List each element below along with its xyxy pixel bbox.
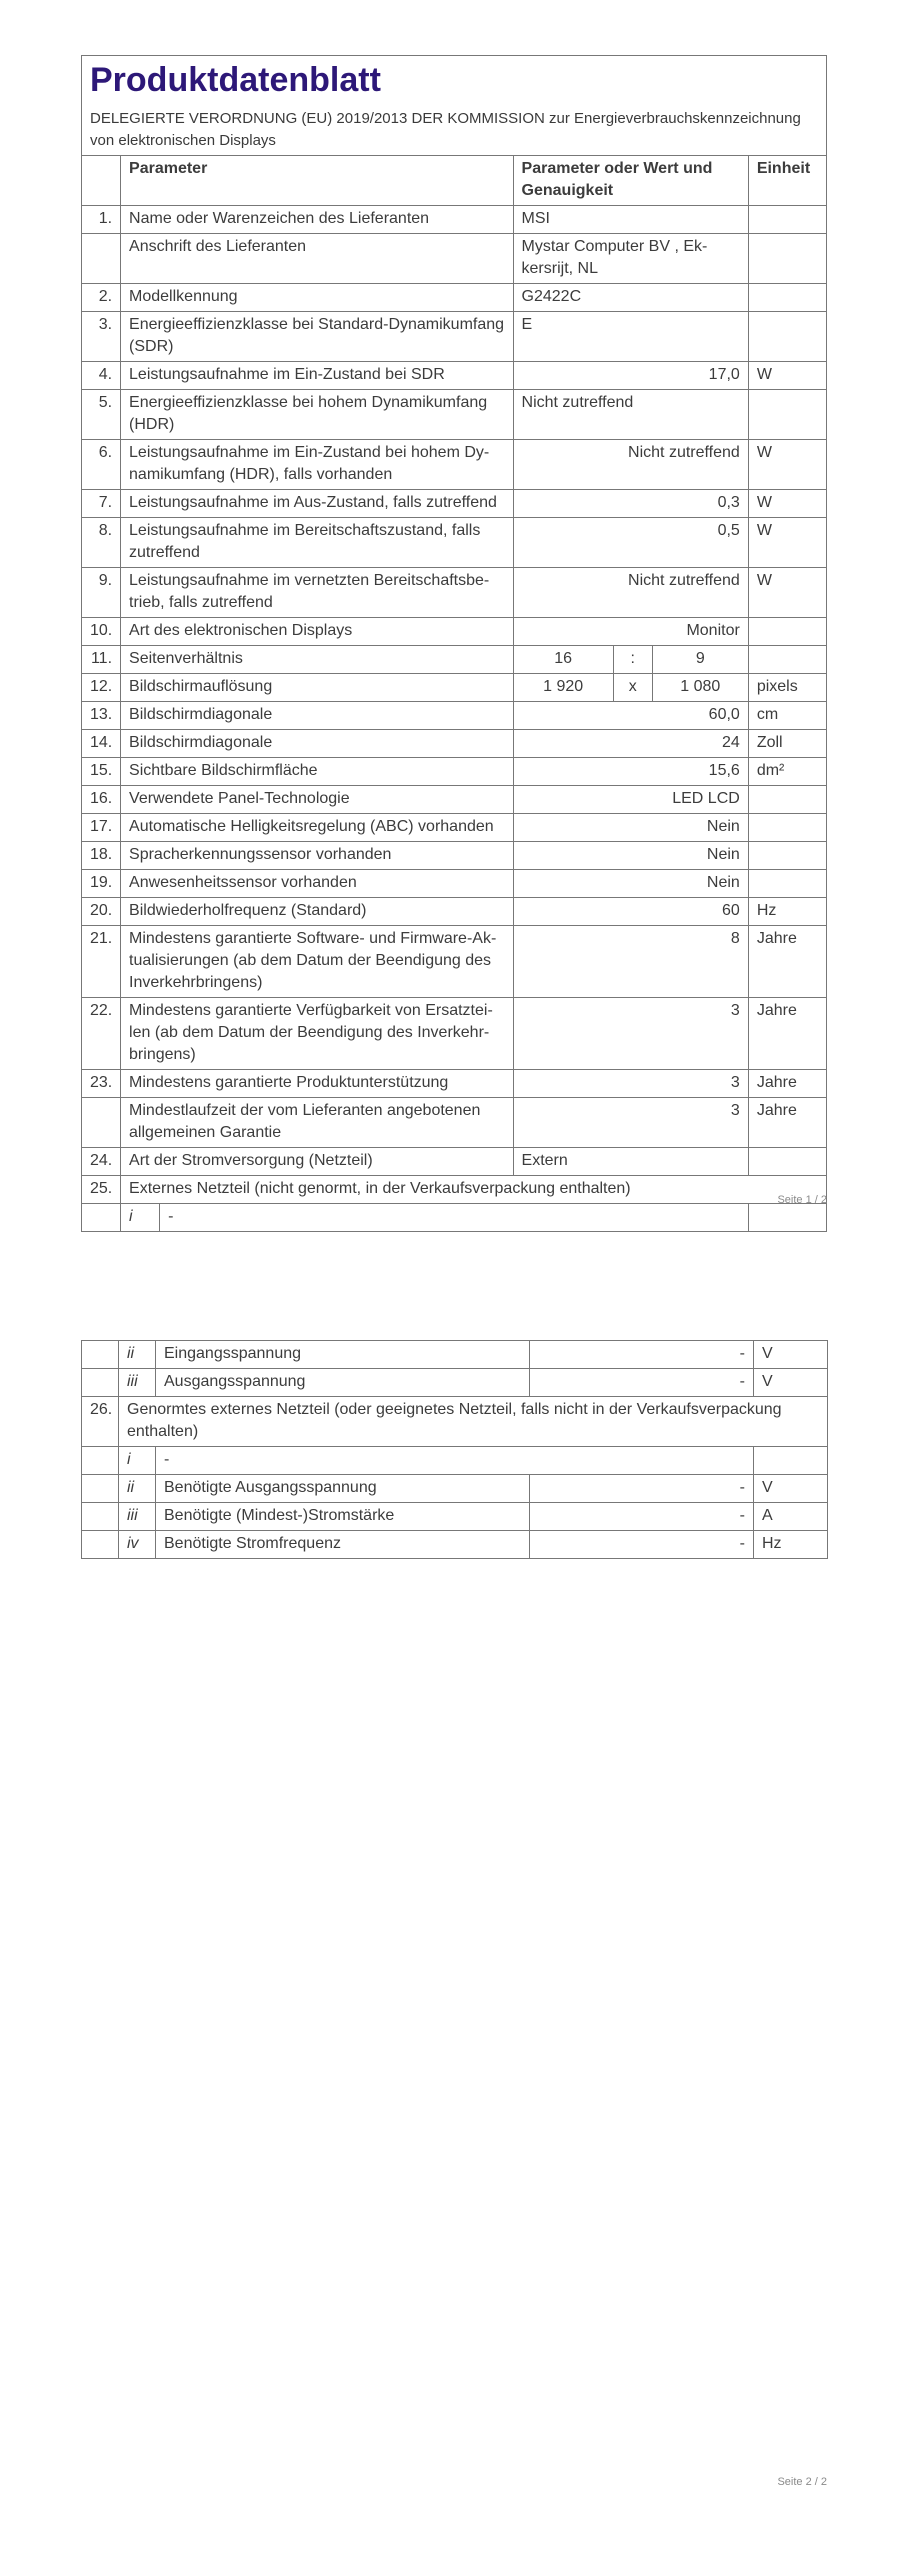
table-row: [82, 842, 827, 870]
table-row: [82, 786, 827, 814]
row-value: Nein: [513, 814, 748, 842]
row-label: Mindestlaufzeit der vom Lieferanten angebotenen allgemeinen Garantie: [121, 1098, 514, 1148]
table-row: [82, 730, 827, 758]
row-number: 2.: [82, 284, 121, 312]
row-unit: [754, 1447, 828, 1475]
row-label: Bildschirmauflösung: [121, 674, 514, 702]
table-subrow: [82, 1503, 828, 1531]
row-value: Nein: [513, 870, 748, 898]
row-value: -: [530, 1503, 754, 1531]
row-number: 16.: [82, 786, 121, 814]
row-number: [82, 1531, 119, 1559]
row-label: Bildschirmdiagonale: [121, 730, 514, 758]
row-value: 8: [513, 926, 748, 998]
row-number: 19.: [82, 870, 121, 898]
row-label: Mindestens garantierte Verfügbarkeit von Ersatztei-len (ab dem Datum der Beendigung des Inverkehr-bringens): [121, 998, 514, 1070]
row-number: 8.: [82, 518, 121, 568]
table-row: [82, 926, 827, 998]
row-unit: pixels: [748, 674, 826, 702]
title-row: [82, 56, 827, 156]
row-value: Nicht zutreffend: [513, 568, 748, 618]
row-value: -: [530, 1475, 754, 1503]
row-label: Bildschirmdiagonale: [121, 702, 514, 730]
row-number: 23.: [82, 1070, 121, 1098]
row-value: E: [513, 312, 748, 362]
row-label: Energieeffizienzklasse bei Standard-Dynamikumfang (SDR): [121, 312, 514, 362]
header-parameter: Parameter: [121, 156, 514, 206]
table-subrow: [82, 1475, 828, 1503]
row-unit: [748, 312, 826, 362]
row-unit: [748, 1148, 826, 1176]
row-unit: [748, 284, 826, 312]
row-value-part-1: 1 920: [513, 674, 613, 702]
row-label: Sichtbare Bildschirmfläche: [121, 758, 514, 786]
row-value-part-1: 16: [513, 646, 613, 674]
row-sub-index: iii: [119, 1369, 156, 1397]
table-row: [82, 646, 827, 674]
table-row: [82, 518, 827, 568]
table-row: [82, 390, 827, 440]
table-subrow: [82, 1369, 828, 1397]
table-row: [82, 998, 827, 1070]
row-unit: cm: [748, 702, 826, 730]
row-unit: dm²: [748, 758, 826, 786]
table-subrow: [82, 1531, 828, 1559]
row-number: [82, 1204, 121, 1232]
row-label: Benötigte (Mindest-)Stromstärke: [156, 1503, 530, 1531]
row-value: 3: [513, 998, 748, 1070]
row-value-separator: :: [613, 646, 652, 674]
table-row: [82, 702, 827, 730]
row-number: 18.: [82, 842, 121, 870]
row-unit: V: [754, 1475, 828, 1503]
row-sub-index: ii: [119, 1475, 156, 1503]
row-label: Art der Stromversorgung (Netzteil): [121, 1148, 514, 1176]
row-number: 1.: [82, 206, 121, 234]
row-unit: Hz: [754, 1531, 828, 1559]
table-row: [82, 870, 827, 898]
row-number: 26.: [82, 1397, 119, 1447]
row-label: Modellkennung: [121, 284, 514, 312]
header-unit: Einheit: [748, 156, 826, 206]
row-unit: Jahre: [748, 1098, 826, 1148]
table-row: [82, 440, 827, 490]
row-value: Mystar Computer BV , Ek-kersrijt, NL: [513, 234, 748, 284]
row-number: 13.: [82, 702, 121, 730]
row-value: MSI: [513, 206, 748, 234]
row-number: 25.: [82, 1176, 121, 1204]
row-number: 20.: [82, 898, 121, 926]
table-subrow: [82, 1447, 828, 1475]
row-number: 14.: [82, 730, 121, 758]
row-number: 12.: [82, 674, 121, 702]
row-number: [82, 1341, 119, 1369]
row-value: -: [530, 1341, 754, 1369]
row-label: Automatische Helligkeitsregelung (ABC) vorhanden: [121, 814, 514, 842]
row-unit: [748, 234, 826, 284]
row-unit: V: [754, 1369, 828, 1397]
row-number: 6.: [82, 440, 121, 490]
table-row: [82, 362, 827, 390]
header-value: Parameter oder Wert und Genauigkeit: [513, 156, 748, 206]
row-label: Energieeffizienzklasse bei hohem Dynamikumfang (HDR): [121, 390, 514, 440]
row-unit: W: [748, 440, 826, 490]
row-label: Eingangsspannung: [156, 1341, 530, 1369]
row-number: 15.: [82, 758, 121, 786]
table-row: [82, 1098, 827, 1148]
row-number: [82, 1098, 121, 1148]
row-number: [82, 1447, 119, 1475]
row-value-part-2: 1 080: [652, 674, 748, 702]
table-row: [82, 206, 827, 234]
row-number: 11.: [82, 646, 121, 674]
row-number: 24.: [82, 1148, 121, 1176]
row-label: Ausgangsspannung: [156, 1369, 530, 1397]
row-unit: [748, 646, 826, 674]
table-row: [82, 234, 827, 284]
row-unit: V: [754, 1341, 828, 1369]
table-row: [82, 814, 827, 842]
row-number: 17.: [82, 814, 121, 842]
row-value: Nicht zutreffend: [513, 440, 748, 490]
row-label: Verwendete Panel-Technologie: [121, 786, 514, 814]
row-value: 0,3: [513, 490, 748, 518]
row-value: Nicht zutreffend: [513, 390, 748, 440]
row-label: Bildwiederholfrequenz (Standard): [121, 898, 514, 926]
row-unit: [748, 1204, 826, 1232]
document-title: Produktdatenblatt: [90, 61, 381, 99]
row-value-part-2: 9: [652, 646, 748, 674]
table-row: [82, 1148, 827, 1176]
row-label: Mindestens garantierte Software- und Firmware-Ak-tualisierungen (ab dem Datum der Beendigung des Inverkehrbringens): [121, 926, 514, 998]
row-number: [82, 1503, 119, 1531]
table-row: [82, 490, 827, 518]
row-unit: [748, 206, 826, 234]
row-sub-index: i: [119, 1447, 156, 1475]
header-num: [82, 156, 121, 206]
row-label: Leistungsaufnahme im Ein-Zustand bei SDR: [121, 362, 514, 390]
row-value: 60,0: [513, 702, 748, 730]
row-label: Art des elektronischen Displays: [121, 618, 514, 646]
row-unit: Jahre: [748, 998, 826, 1070]
row-label: -: [160, 1204, 749, 1232]
row-sub-index: iii: [119, 1503, 156, 1531]
row-label: Anwesenheitssensor vorhanden: [121, 870, 514, 898]
row-unit: [748, 390, 826, 440]
table-row: [82, 1397, 828, 1447]
row-unit: Zoll: [748, 730, 826, 758]
row-label: Genormtes externes Netzteil (oder geeignetes Netzteil, falls nicht in der Verkaufsverpackung enthalten): [119, 1397, 828, 1447]
row-value: -: [530, 1531, 754, 1559]
row-unit: Jahre: [748, 926, 826, 998]
row-unit: [748, 786, 826, 814]
row-label: Leistungsaufnahme im Ein-Zustand bei hohem Dy-namikumfang (HDR), falls vorhanden: [121, 440, 514, 490]
row-unit: Jahre: [748, 1070, 826, 1098]
row-value: G2422C: [513, 284, 748, 312]
row-label: Mindestens garantierte Produktunterstützung: [121, 1070, 514, 1098]
row-label: Leistungsaufnahme im vernetzten Bereitschaftsbe-trieb, falls zutreffend: [121, 568, 514, 618]
table-row: [82, 568, 827, 618]
page-number: Seite 2 / 2: [777, 2476, 827, 2488]
row-value: 0,5: [513, 518, 748, 568]
row-value: 60: [513, 898, 748, 926]
title-block: [82, 56, 827, 156]
page-number: Seite 1 / 2: [777, 1194, 827, 1206]
row-value: Nein: [513, 842, 748, 870]
table-row: [82, 1070, 827, 1098]
row-label: -: [156, 1447, 754, 1475]
table-subrow: [82, 1204, 827, 1232]
row-unit: W: [748, 518, 826, 568]
table-row: [82, 312, 827, 362]
row-value: 3: [513, 1098, 748, 1148]
row-unit: [748, 814, 826, 842]
row-unit: [748, 870, 826, 898]
row-number: 21.: [82, 926, 121, 998]
row-unit: W: [748, 362, 826, 390]
row-number: [82, 1475, 119, 1503]
table-row: [82, 1176, 827, 1204]
row-number: 4.: [82, 362, 121, 390]
row-label: Spracherkennungssensor vorhanden: [121, 842, 514, 870]
row-sub-index: iv: [119, 1531, 156, 1559]
row-number: 5.: [82, 390, 121, 440]
row-value: Monitor: [513, 618, 748, 646]
table-row: [82, 618, 827, 646]
row-label: Benötigte Stromfrequenz: [156, 1531, 530, 1559]
row-value: -: [530, 1369, 754, 1397]
row-number: 22.: [82, 998, 121, 1070]
row-number: [82, 1369, 119, 1397]
table-row: [82, 898, 827, 926]
row-label: Benötigte Ausgangsspannung: [156, 1475, 530, 1503]
table-row: [82, 674, 827, 702]
row-label: Anschrift des Lieferanten: [121, 234, 514, 284]
row-number: 9.: [82, 568, 121, 618]
row-sub-index: i: [121, 1204, 160, 1232]
document-subtitle: DELEGIERTE VERORDNUNG (EU) 2019/2013 DER KOMMISSION zur Energieverbrauchskennzeichnung von elektronischen Displays: [90, 110, 801, 149]
row-value: 3: [513, 1070, 748, 1098]
row-unit: Hz: [748, 898, 826, 926]
row-sub-index: ii: [119, 1341, 156, 1369]
table-subrow: [82, 1341, 828, 1369]
row-unit: W: [748, 568, 826, 618]
table-row: [82, 284, 827, 312]
page-2: [0, 1280, 905, 2560]
row-value: Extern: [513, 1148, 748, 1176]
row-unit: [748, 618, 826, 646]
row-label: Seitenverhältnis: [121, 646, 514, 674]
product-datasheet-table: [81, 55, 827, 1232]
row-label: Name oder Warenzeichen des Lieferanten: [121, 206, 514, 234]
row-label: Leistungsaufnahme im Bereitschaftszustand, falls zutreffend: [121, 518, 514, 568]
row-unit: A: [754, 1503, 828, 1531]
row-number: 3.: [82, 312, 121, 362]
row-number: 10.: [82, 618, 121, 646]
row-value: 17,0: [513, 362, 748, 390]
row-label: Leistungsaufnahme im Aus-Zustand, falls zutreffend: [121, 490, 514, 518]
row-unit: W: [748, 490, 826, 518]
row-label: Externes Netzteil (nicht genormt, in der Verkaufsverpackung enthalten): [121, 1176, 827, 1204]
row-value: 15,6: [513, 758, 748, 786]
row-value-separator: x: [613, 674, 652, 702]
row-number: [82, 234, 121, 284]
row-unit: [748, 842, 826, 870]
product-datasheet-table-continued: [81, 1340, 828, 1559]
header-row: [82, 156, 827, 206]
row-value: 24: [513, 730, 748, 758]
row-number: 7.: [82, 490, 121, 518]
table-row: [82, 758, 827, 786]
row-value: LED LCD: [513, 786, 748, 814]
